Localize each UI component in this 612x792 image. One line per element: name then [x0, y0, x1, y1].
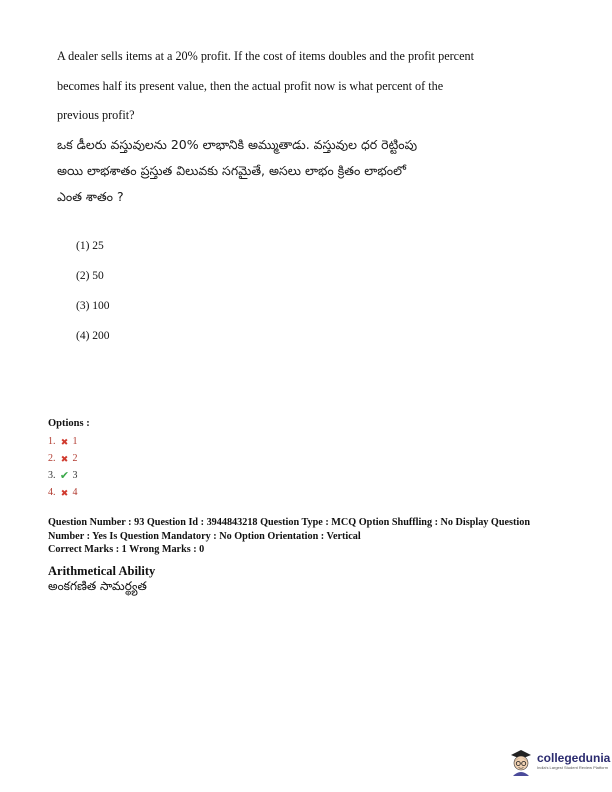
options-list	[48, 433, 78, 501]
question-line: previous profit?	[57, 108, 135, 122]
metadata-line: Correct Marks : 1 Wrong Marks : 0	[48, 544, 205, 556]
option-number: 4.	[48, 486, 56, 498]
collegedunia-logo	[508, 746, 610, 776]
option-number: 2.	[48, 452, 56, 464]
logo-wordmark: collegedunia	[537, 750, 611, 765]
answer-choice: (2) 50	[76, 270, 104, 282]
option-value: 1	[72, 435, 78, 447]
section-title: Arithmetical Ability	[48, 564, 156, 578]
question-line-telugu: అయి లాభశాతం ప్రస్తుత విలువకు సగమైతే, అసలు లాభం క్రితం లాభంలో	[57, 163, 406, 178]
answer-choices	[76, 238, 110, 358]
mascot-icon	[508, 746, 534, 776]
checkmark-icon: ✔	[59, 469, 70, 482]
option-item	[48, 433, 78, 450]
cross-icon: ✖	[60, 487, 69, 498]
option-number: 1.	[48, 435, 56, 447]
answer-choice: (1) 25	[76, 240, 104, 252]
metadata-line: Number : Yes Is Question Mandatory : No Option Orientation : Vertical	[48, 530, 361, 542]
question-text-english	[57, 42, 557, 131]
section-title-telugu: అంకగణిత సామర్థ్యత	[48, 579, 147, 593]
cross-icon: ✖	[60, 453, 69, 464]
option-item	[48, 484, 78, 501]
option-item	[48, 450, 78, 467]
question-line-telugu: ఎంత శాతం ?	[57, 189, 124, 204]
option-value: 2	[72, 452, 78, 464]
question-text-telugu	[57, 132, 557, 210]
question-metadata	[48, 516, 588, 557]
options-heading: Options :	[48, 418, 90, 429]
option-number: 3.	[48, 469, 56, 481]
option-value: 4	[72, 486, 78, 498]
question-line-telugu: ఒక డీలరు వస్తువులను 20% లాభానికి అమ్ముతాడు. వస్తువుల ధర రెట్టింపు	[57, 137, 418, 152]
cross-icon: ✖	[60, 436, 69, 447]
logo-tagline: India's Largest Student Review Platform	[537, 764, 609, 770]
option-value: 3	[72, 469, 78, 481]
metadata-line: Question Number : 93 Question Id : 3944843218 Question Type : MCQ Option Shuffling : No Display Question	[48, 517, 530, 528]
answer-choice: (4) 200	[76, 330, 110, 342]
option-item	[48, 467, 78, 484]
question-line: A dealer sells items at a 20% profit. If the cost of items doubles and the profit percent	[57, 49, 474, 63]
question-line: becomes half its present value, then the actual profit now is what percent of the	[57, 78, 444, 93]
answer-choice: (3) 100	[76, 300, 110, 312]
